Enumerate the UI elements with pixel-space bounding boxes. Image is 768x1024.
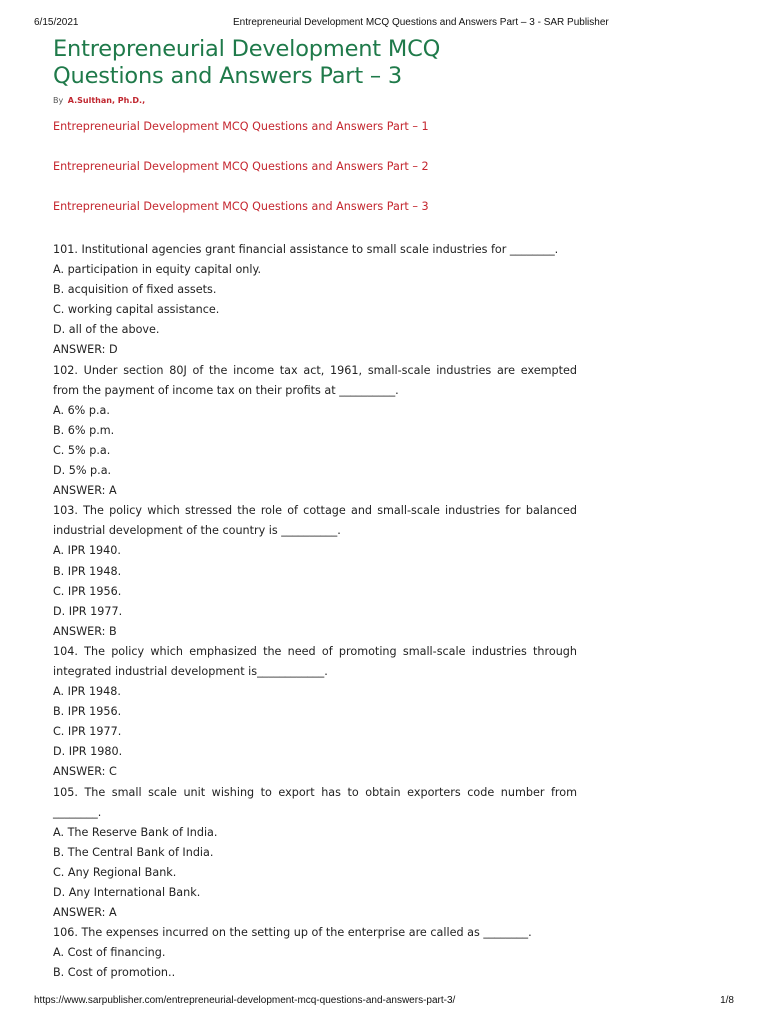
print-date: 6/15/2021 [34, 17, 79, 28]
article [53, 36, 577, 983]
question-102-text: 102. Under section 80J of the income tax act, 1961, small-scale industries are exempted [53, 363, 577, 377]
question-103-option-d: D. IPR 1977. [53, 604, 123, 618]
page-number: 1/8 [720, 995, 734, 1006]
author-link[interactable]: A.Sulthan, Ph.D., [67, 96, 146, 105]
question-105-text-cont: ________. [53, 805, 102, 819]
question-102-option-b: B. 6% p.m. [53, 423, 115, 437]
related-link-part-3[interactable]: Entrepreneurial Development MCQ Questions and Answers Part – 3 [53, 200, 429, 213]
related-links [53, 120, 577, 214]
question-102-text-cont: from the payment of income tax on their profits at __________. [53, 383, 399, 397]
question-104-answer: ANSWER: C [53, 765, 117, 779]
page-title [53, 36, 577, 90]
question-101-option-b: B. acquisition of fixed assets. [53, 283, 217, 297]
question-102-answer: ANSWER: A [53, 484, 117, 498]
question-104-text-cont: integrated industrial development is____________. [53, 664, 328, 678]
question-106-option-b: B. Cost of promotion.. [53, 966, 176, 980]
question-105-answer: ANSWER: A [53, 906, 117, 920]
question-103-option-c: C. IPR 1956. [53, 584, 122, 598]
question-104-option-c: C. IPR 1977. [53, 725, 122, 739]
question-104-option-a: A. IPR 1948. [53, 685, 121, 699]
question-106-text: 106. The expenses incurred on the setting up of the enterprise are called as ________. [53, 926, 532, 940]
question-103-option-b: B. IPR 1948. [53, 564, 122, 578]
question-105-option-c: C. Any Regional Bank. [53, 865, 177, 879]
related-link-part-1[interactable]: Entrepreneurial Development MCQ Questions and Answers Part – 1 [53, 120, 429, 133]
question-102-option-a: A. 6% p.a. [53, 403, 110, 417]
question-103-text: 103. The policy which stressed the role of cottage and small-scale industries for balanced [53, 504, 577, 518]
question-104-text: 104. The policy which emphasized the need of promoting small-scale industries through [53, 644, 577, 658]
question-103-option-a: A. IPR 1940. [53, 544, 121, 558]
question-102-option-d: D. 5% p.a. [53, 464, 112, 478]
question-104-option-d: D. IPR 1980. [53, 745, 123, 759]
question-103-text-cont: industrial development of the country is __________. [53, 524, 341, 538]
print-page-title: Entrepreneurial Development MCQ Questions and Answers Part – 3 - SAR Publisher [233, 17, 609, 28]
page-title-line-1: Entrepreneurial Development MCQ [53, 36, 441, 62]
byline-prefix: By [53, 96, 64, 105]
related-link-part-2[interactable]: Entrepreneurial Development MCQ Questions and Answers Part – 2 [53, 160, 429, 173]
question-101-option-c: C. working capital assistance. [53, 303, 220, 317]
question-101-option-d: D. all of the above. [53, 323, 160, 337]
question-104-option-b: B. IPR 1956. [53, 705, 122, 719]
question-101-text: 101. Institutional agencies grant financial assistance to small scale industries for ________. [53, 243, 559, 256]
print-footer [34, 995, 734, 1009]
question-103-answer: ANSWER: B [53, 624, 117, 638]
print-url: https://www.sarpublisher.com/entrepreneurial-development-mcq-questions-and-answers-part-3/ [34, 995, 456, 1006]
question-106-option-a: A. Cost of financing. [53, 946, 166, 960]
question-101-option-a: A. participation in equity capital only. [53, 263, 262, 277]
page-title-line-2: Questions and Answers Part – 3 [53, 63, 403, 89]
byline [53, 96, 577, 110]
question-101-answer: ANSWER: D [53, 343, 118, 357]
question-105-option-d: D. Any International Bank. [53, 886, 201, 899]
question-105-option-a: A. The Reserve Bank of India. [53, 825, 218, 839]
question-105-text: 105. The small scale unit wishing to export has to obtain exporters code number from [53, 785, 577, 799]
print-header [34, 17, 734, 31]
question-102-option-c: C. 5% p.a. [53, 443, 111, 457]
question-105-option-b: B. The Central Bank of India. [53, 845, 214, 859]
question-list [53, 240, 577, 983]
